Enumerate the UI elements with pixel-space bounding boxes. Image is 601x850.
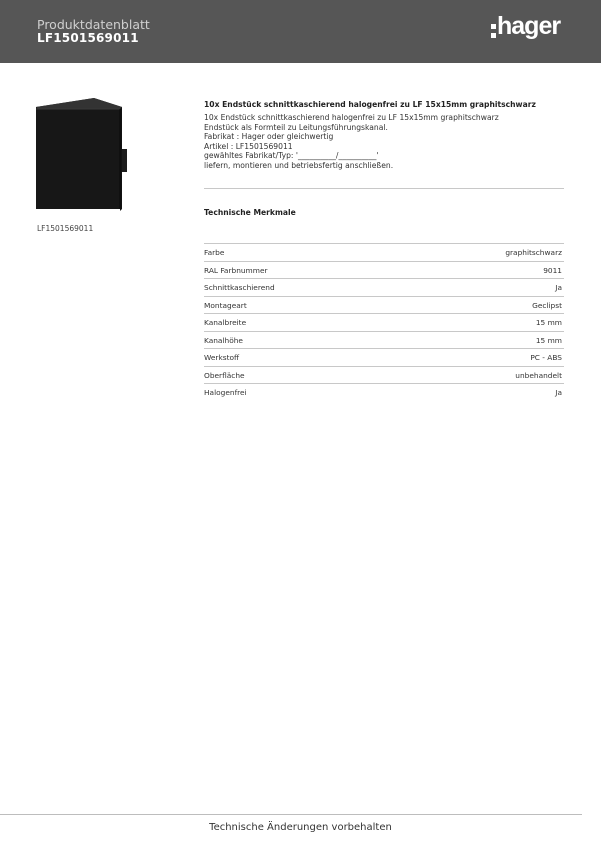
technical-features-heading: Technische Merkmale [204,208,296,217]
spec-row [204,366,564,384]
footer-note: Technische Änderungen vorbehalten [209,822,392,833]
spec-row [204,296,564,314]
spec-row [204,313,564,331]
description-line: Fabrikat : Hager oder gleichwertig [204,132,334,142]
logo-colon-mark [491,24,496,41]
logo-wordmark: hager [497,12,561,40]
spec-row [204,243,564,261]
spec-row [204,261,564,279]
end-cap-product-image [34,97,130,222]
section-divider [204,188,564,189]
spec-key: Kanalhöhe [204,335,243,345]
spec-row [204,348,564,366]
product-title: 10x Endstück schnittkaschierend halogenfrei zu LF 15x15mm graphitschwarz [204,100,536,109]
product-description [204,113,499,171]
spec-value: 15 mm [535,318,562,327]
description-line: gewähltes Fabrikat/Typ: '__________/__________' [204,151,379,161]
spec-value: 9011 [543,265,562,275]
description-line: Endstück als Formteil zu Leitungsführungskanal. [204,122,388,132]
article-number-heading: LF1501569011 [37,31,139,45]
hager-logo [491,12,567,45]
spec-value: Geclipst [532,300,562,310]
document-type-label: Produktdatenblatt [37,17,150,32]
spec-value: PC - ABS [530,353,562,362]
spec-row [204,278,564,296]
spec-value: unbehandelt [515,370,562,380]
spec-value: Ja [555,388,562,397]
page-header [0,0,601,63]
spec-key: Farbe [204,248,225,257]
spec-key: Halogenfrei [204,388,247,397]
spec-table [204,243,564,401]
spec-key: Oberfläche [204,370,245,380]
spec-key: RAL Farbnummer [204,265,268,275]
description-line: 10x Endstück schnittkaschierend halogenfrei zu LF 15x15mm graphitschwarz [204,113,499,122]
footer-divider [0,814,582,815]
spec-key: Kanalbreite [204,318,247,327]
spec-key: Montageart [204,300,247,310]
spec-row [204,331,564,349]
image-caption: LF1501569011 [37,224,94,233]
spec-value: Ja [555,283,562,292]
spec-value: 15 mm [535,335,562,345]
description-line: liefern, montieren und betriebsfertig anschließen. [204,160,394,170]
spec-value: graphitschwarz [505,248,562,257]
spec-row [204,383,564,401]
spec-key: Werkstoff [204,353,240,362]
description-line: Artikel : LF1501569011 [204,141,293,151]
spec-key: Schnittkaschierend [204,283,275,292]
